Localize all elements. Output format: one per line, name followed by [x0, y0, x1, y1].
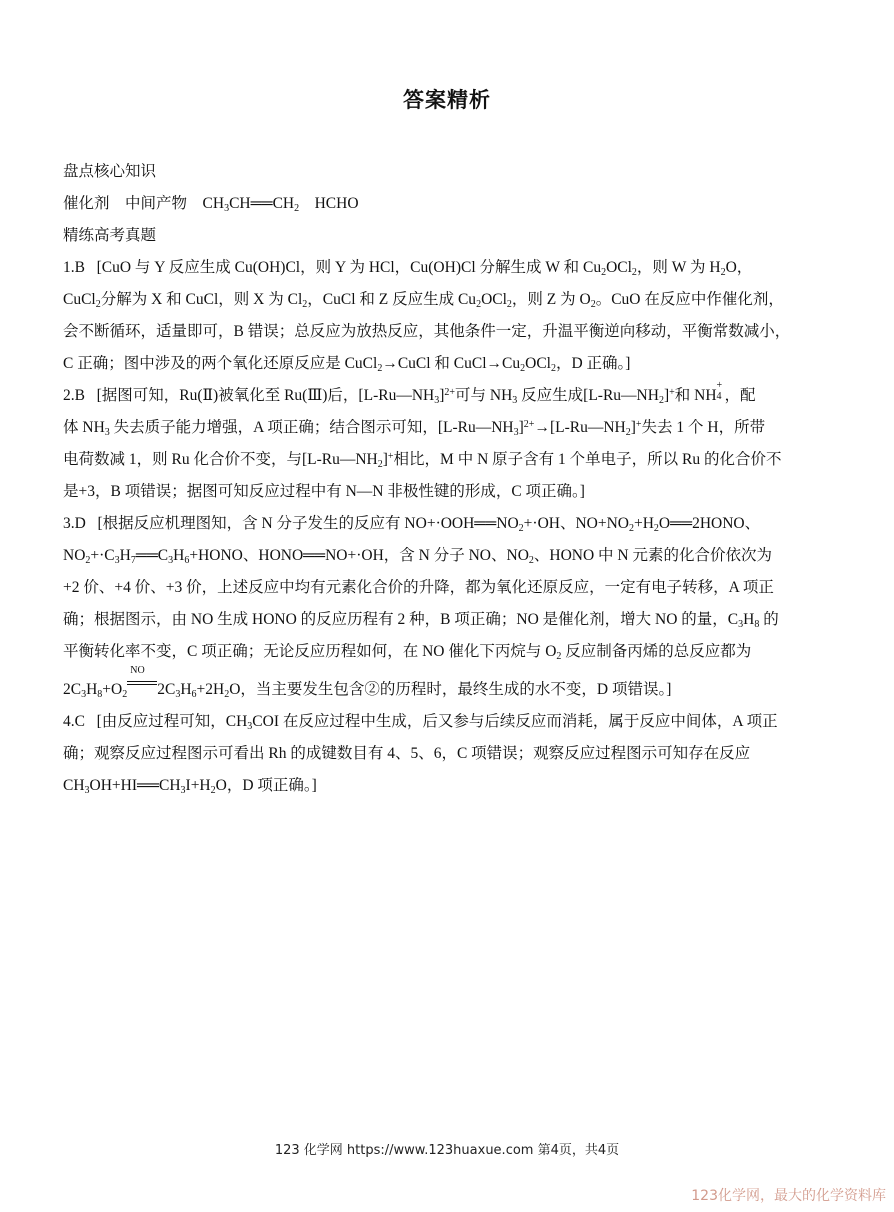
- answer-2-line-3: 电荷数减 1，则 Ru 化合价不变，与$[L-Ru—NH_2]^+$相比，M 中 N 原子含有 1 个单电子，所以 Ru 的化合价不: [63, 451, 782, 470]
- answer-3-line-3: +2 价、+4 价、+3 价，上述反应中均有元素化合价的升降，都为氧化还原反应，一定有电子转移，A 项正: [63, 579, 774, 596]
- section-heading-exam: 精练高考真题: [63, 227, 157, 244]
- answer-3-line-6: $2C_3H_8+O_2$ NO $2C_3H_6+2H_2O$，当主要发生包含②的历程时，最终生成的水不变，D 项错误。]: [63, 665, 672, 700]
- answer-3-line-2: $NO_2+\cdot C_3H_7══C_3H_6+HONO$、HONO══NO+·OH，含 N 分子 NO、$NO_2$、HONO 中 N 元素的化合价依次为: [63, 547, 772, 566]
- keyword-intermediate: 中间产物: [125, 195, 188, 212]
- answer-item-1: [63, 252, 841, 380]
- answer-item-4: [63, 706, 841, 802]
- answer-4-line-2: 确；观察反应过程图示可看出 Rh 的成键数目有 4、5、6，C 项错误；观察反应过程图示可知存在反应: [63, 745, 751, 762]
- section-heading-knowledge: 盘点核心知识: [63, 163, 157, 180]
- answer-item-2: [63, 380, 841, 508]
- catalyst-condition-arrow: NO: [127, 678, 157, 692]
- answer-number: 4.C: [63, 713, 85, 730]
- answer-number: 3.D: [63, 515, 86, 532]
- answer-4-line-1: 4.C [由反应过程可知，$CH_3COI$ 在反应过程中生成，后又参与后续反应而消耗，属于反应中间体，A 项正: [63, 713, 778, 732]
- keyword-propene: $CH_3CH══CH_2$: [202, 195, 300, 214]
- page-title: 答案精析: [403, 88, 491, 112]
- watermark-text: 123化学网，最大的化学资料库: [691, 1188, 886, 1204]
- answer-1-line-2: CuCl$_2$分解为 X 和 CuCl，则 X 为 $Cl_2$，CuCl 和 Z 反应生成 $Cu_2OCl_2$，则 Z 为 $O_2$。CuO 在反应中作催化剂，: [63, 291, 784, 310]
- answer-number: 1.B: [63, 259, 85, 276]
- keyword-hcho: HCHO: [314, 195, 359, 212]
- answer-2-line-2: 体 $NH_3$ 失去质子能力增强，A 项正确；结合图示可知，$[L-Ru—NH_3]^{2+}\to[L-Ru—NH_2]^+$失去 1 个 H，所带: [63, 419, 766, 438]
- answer-2-line-1: 2.B [据图可知，Ru(Ⅱ)被氧化至 Ru(Ⅲ)后，$[L-Ru—NH_3]^{2+}$可与 $NH_3$ 反应生成$[L-Ru—NH_2]^+$和 NH + 4 ，配: [63, 380, 756, 406]
- answer-number: 2.B: [63, 387, 85, 404]
- page-footer: 123 化学网 https://www.123huaxue.com 第4页，共4页: [274, 1143, 620, 1158]
- answer-1-line-3: 会不断循环，适量即可，B 错误；总反应为放热反应，其他条件一定，升温平衡逆向移动，平衡常数减小，: [63, 323, 791, 340]
- answer-3-line-1: 3.D [根据反应机理图知，含 N 分子发生的反应有 $NO+\cdot OOH══NO_2+\cdot OH$、$NO+NO_2+H_2O══2HONO$、: [63, 515, 761, 534]
- answer-3-line-5: 平衡转化率不变，C 项正确；无论反应历程如何，在 NO 催化下丙烷与 $O_2$ 反应制备丙烯的总反应都为: [63, 643, 752, 662]
- answer-1-line-1: 1.B [CuO 与 Y 反应生成 Cu(OH)Cl，则 Y 为 HCl，Cu(OH)Cl 分解生成 W 和 $Cu_2OCl_2$，则 W 为 $H_2O$，: [63, 259, 753, 278]
- keyword-catalyst: 催化剂: [63, 195, 110, 212]
- answer-4-line-3: $CH_3OH+HI══CH_3I+H_2O$，D 项正确。]: [63, 777, 317, 796]
- answer-1-line-4: C 正确；图中涉及的两个氧化还原反应是 CuCl$_2$→CuCl 和 $CuCl\to Cu_2OCl_2$，D 正确。]: [63, 355, 631, 374]
- answer-3-line-4: 确；根据图示，由 NO 生成 HONO 的反应历程有 2 种，B 项正确；NO 是催化剂，增大 NO 的量，$C_3H_8$ 的: [63, 611, 779, 630]
- keywords-line: [63, 188, 841, 220]
- answer-content: [63, 156, 841, 802]
- answer-item-3: [63, 508, 841, 706]
- answer-2-line-4: 是+3，B 项错误；据图可知反应过程中有 N—N 非极性键的形成，C 项正确。]: [63, 483, 585, 500]
